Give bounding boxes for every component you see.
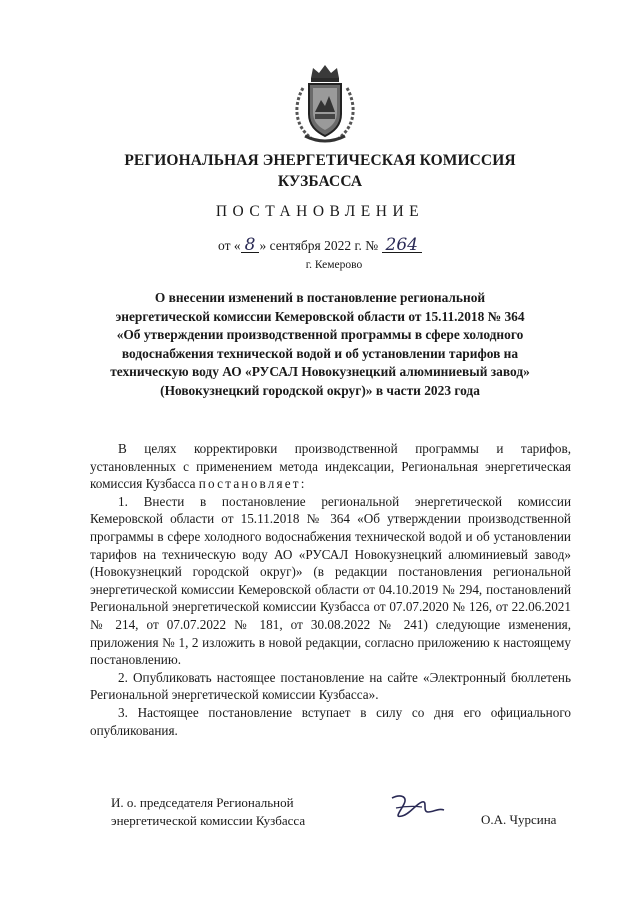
date-prefix: от « bbox=[218, 238, 241, 253]
handwritten-signature bbox=[388, 790, 446, 826]
item-3-paragraph: 3. Настоящее постановление вступает в силу со дня его официального опубликования. bbox=[90, 704, 571, 738]
intro-text: В целях корректировки производственной программы и тарифов, установленных с применением метода индексации, Региональная энергетическая комиссия Кузбасса bbox=[90, 441, 571, 492]
subject-line: техническую воду АО «РУСАЛ Новокузнецкий алюминиевый завод» bbox=[110, 364, 530, 379]
signatory-position-line1: И. о. председателя Региональной bbox=[111, 795, 294, 810]
resolution-subject bbox=[85, 289, 555, 400]
commission-title-line2: КУЗБАССА bbox=[277, 173, 363, 190]
subject-line: водоснабжения технической водой и об установлении тарифов на bbox=[121, 345, 519, 361]
subject-line: энергетической комиссии Кемеровской области от 15.11.2018 № 364 bbox=[115, 308, 525, 324]
signatory-position-line2: энергетической комиссии Кузбасса bbox=[111, 813, 306, 828]
document-type: ПОСТАНОВЛЕНИЕ bbox=[215, 203, 425, 220]
date-middle: » сентября 2022 г. № bbox=[259, 238, 379, 253]
intro-spaced-verb: постановляет: bbox=[198, 476, 307, 492]
document-number-handwritten: 264 bbox=[382, 238, 422, 253]
subject-line: (Новокузнецкий городской округ)» в части 2023 года bbox=[160, 382, 480, 398]
subject-line: «Об утверждении производственной программы в сфере холодного bbox=[116, 327, 524, 342]
date-line bbox=[60, 235, 580, 255]
commission-title-line1: РЕГИОНАЛЬНАЯ ЭНЕРГЕТИЧЕСКАЯ КОМИССИЯ bbox=[124, 152, 516, 169]
signatory-position bbox=[111, 794, 305, 830]
item-1-paragraph: 1. Внести в постановление региональной энергетической комиссии Кемеровской области от 15.11.2018 № 364 «Об утверждении производственной программы в сфере холодного водоснабжения технической водой и об установлении тарифов на техническую воду АО «РУСАЛ Новокузнецкий алюминиевый завод» (Новокузнецкий городской округ)» (в редакции постановления региональной энергетической комиссии Кемеровской области от 04.10.2019 № 294, постановлений Региональной энергетической комиссии Кузбасса от 07.07.2020 № 126, от 22.06.2021 № 214, от 07.07.2022 № 181, от 30.08.2022 № 241) следующие изменения, приложения № 1, 2 изложить в новой редакции, согласно приложению к настоящему постановлению. bbox=[90, 493, 571, 668]
city: г. Кемерово bbox=[305, 259, 363, 271]
intro-paragraph bbox=[90, 440, 571, 493]
resolution-body bbox=[90, 440, 571, 739]
coat-of-arms-emblem bbox=[291, 62, 359, 146]
subject-line: О внесении изменений в постановление региональной bbox=[154, 290, 486, 305]
item-2-paragraph: 2. Опубликовать настоящее постановление на сайте «Электронный бюллетень Региональной энергетической комиссии Кузбасса». bbox=[90, 669, 571, 703]
signatory-name: О.А. Чурсина bbox=[481, 812, 557, 827]
date-day-handwritten: 8 bbox=[241, 238, 260, 253]
commission-title bbox=[60, 150, 580, 192]
